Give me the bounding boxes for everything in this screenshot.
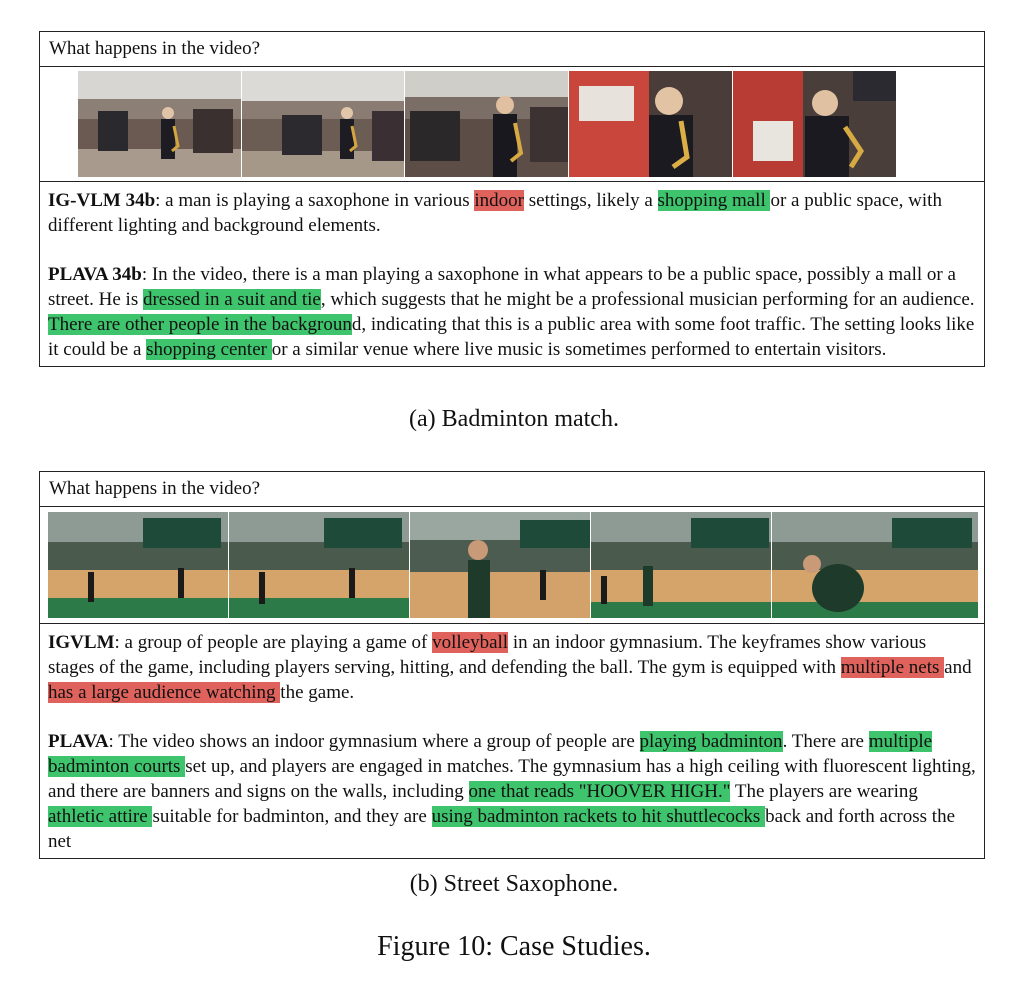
figure-caption: Figure 10: Case Studies.: [377, 931, 651, 962]
answer-text: settings, likely a: [524, 190, 658, 211]
answer-text: , which suggests that he might be a professional musician performing for an audience.: [320, 289, 975, 310]
highlight-correct: one that reads "HOOVER HIGH.": [468, 781, 731, 802]
answer-text: . There are: [782, 731, 869, 752]
question-a: What happens in the video?: [40, 32, 984, 67]
highlight-wrong: volleyball: [432, 632, 509, 653]
answer-plava-34b: [48, 262, 976, 362]
keyframe-saxophone-2: [242, 71, 404, 177]
subcaption-b: (b) Street Saxophone.: [409, 871, 619, 897]
highlight-correct: multiple badminton courts: [48, 731, 933, 777]
keyframe-gym-5: [772, 512, 978, 618]
highlight-wrong: indoor: [474, 190, 525, 211]
keyframe-gym-4: [591, 512, 771, 618]
answer-text: and: [944, 657, 972, 678]
answer-igvlm: [48, 630, 976, 705]
case-box-b: [39, 471, 985, 859]
keyframe-saxophone-3: [405, 71, 568, 177]
highlight-correct: playing badminton: [639, 731, 783, 752]
highlight-wrong: has a large audience watching: [48, 682, 281, 703]
keyframe-gym-3: [410, 512, 590, 618]
answer-text: The players are wearing: [730, 781, 918, 802]
highlight-correct: There are other people in the backgroun: [48, 314, 352, 335]
answer-text: : a group of people are playing a game of: [114, 632, 433, 653]
answers-b: [40, 624, 984, 858]
keyframes-strip-b: [40, 507, 984, 624]
keyframe-saxophone-4: [569, 71, 732, 177]
keyframe-saxophone-1: [78, 71, 241, 177]
highlight-wrong: multiple nets: [840, 657, 945, 678]
keyframe-gym-1: [48, 512, 228, 618]
highlight-correct: athletic attire: [48, 806, 153, 827]
keyframe-saxophone-5: [733, 71, 896, 177]
model-name: IG-VLM 34b: [48, 190, 156, 211]
answer-text: in an indoor gymnasium. The keyframes show various stages of the game, including players serving, hitting, and defending the ball. The gym is equipped with: [48, 632, 927, 678]
answer-text: : a man is playing a saxophone in various: [155, 190, 475, 211]
answer-text: d, indicating that this is a public area with some foot traffic. The setting looks like it could be a: [48, 314, 975, 360]
answer-text: back and forth across the net: [48, 806, 956, 852]
keyframe-gym-2: [229, 512, 409, 618]
answer-text: the game.: [280, 682, 355, 703]
answer-text: : In the video, there is a man playing a saxophone in what appears to be a public space, possibly a mall or a street. He is: [48, 264, 956, 310]
highlight-correct: using badminton rackets to hit shuttlecocks: [431, 806, 766, 827]
answer-text: or a similar venue where live music is sometimes performed to entertain visitors.: [271, 339, 887, 360]
answer-plava: [48, 729, 976, 854]
answers-a: [40, 182, 984, 366]
question-b: What happens in the video?: [40, 472, 984, 507]
answer-igvlm-34b: [48, 188, 976, 238]
answer-text: : The video shows an indoor gymnasium where a group of people are: [108, 731, 640, 752]
answer-text: suitable for badminton, and they are: [152, 806, 432, 827]
model-name: IGVLM: [48, 632, 115, 653]
highlight-correct: shopping center: [146, 339, 272, 360]
model-name: PLAVA 34b: [48, 264, 142, 285]
model-name: PLAVA: [48, 731, 109, 752]
case-box-a: [39, 31, 985, 367]
subcaption-a: (a) Badminton match.: [409, 406, 619, 432]
keyframes-strip-a: [40, 67, 984, 182]
highlight-correct: dressed in a suit and tie: [142, 289, 321, 310]
answer-text: set up, and players are engaged in matches. The gymnasium has a high ceiling with fluorescent lighting, and there are banners and signs on the walls, including: [48, 756, 976, 802]
highlight-correct: shopping mall: [657, 190, 771, 211]
answer-text: or a public space, with different lighting and background elements.: [48, 190, 942, 236]
